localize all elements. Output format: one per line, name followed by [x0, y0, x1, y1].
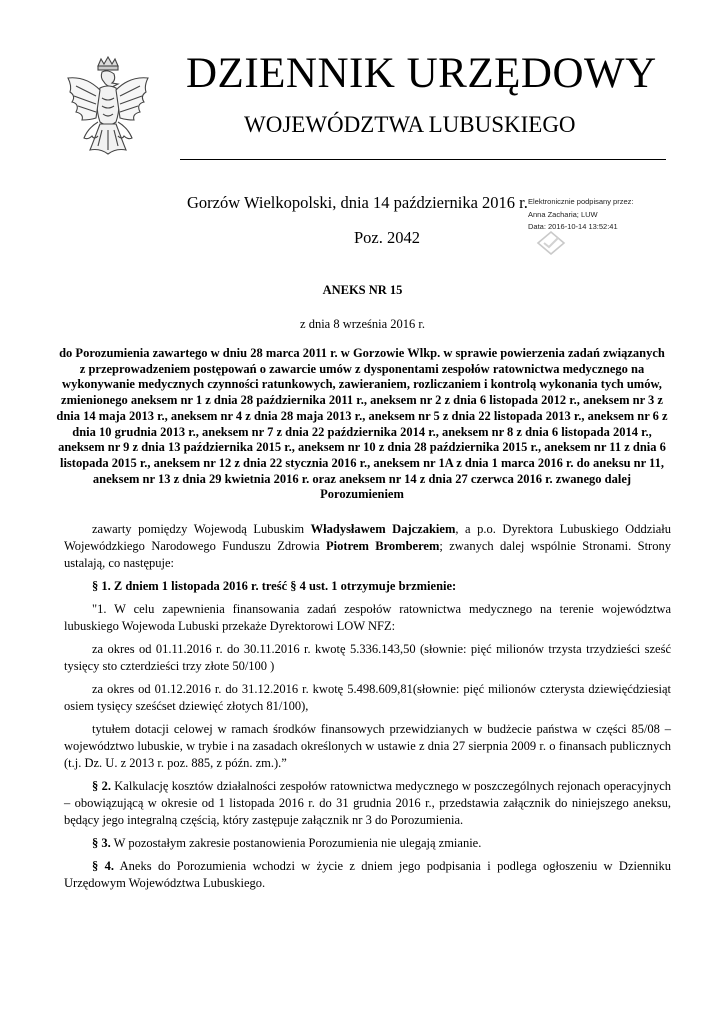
- annex-title: ANEKS NR 15: [322, 283, 403, 297]
- publication-title: DZIENNIK URZĘDOWY: [186, 50, 657, 97]
- section-1-item-2: za okres od 01.12.2016 r. do 31.12.2016 r. kwotę 5.498.609,81(słownie: pięć milionów czterysta dziewięćdziesiąt osiem tysięcy sześćset dziewięć złotych 81/100),: [64, 682, 671, 713]
- section-3: [64, 835, 671, 852]
- director-name: Piotrem Bromberem: [326, 539, 440, 553]
- section-2: [64, 778, 671, 829]
- section-2-label: § 2.: [92, 779, 111, 793]
- signature-line-1: Elektronicznie podpisany przez:: [528, 197, 634, 206]
- section-4: [64, 858, 671, 892]
- signature-check-icon: [536, 230, 566, 256]
- electronic-signature-stamp: [528, 196, 633, 234]
- intro-text-a: zawarty pomiędzy Wojewodą Lubuskim: [92, 522, 311, 536]
- section-1-item-1: za okres od 01.11.2016 r. do 30.11.2016 r. kwotę 5.336.143,50 (słownie: pięć milionów trzysta trzydzieści sześć tysięcy sto czterdzieści trzy złote 50/100 ): [64, 642, 671, 673]
- annex-date: z dnia 8 września 2016 r.: [300, 317, 425, 331]
- section-1-heading: § 1. Z dniem 1 listopada 2016 r. treść § 4 ust. 1 otrzymuje brzmienie:: [92, 579, 457, 593]
- section-2-text: Kalkulację kosztów działalności zespołów ratownictwa medycznego w poszczególnych rejonach operacyjnych – obowiązującą w okresie od 1 listopada 2016 r. do 31 grudnia 2016 r., przedstawia załącznik do niniejszego aneksu, będący jego integralną częścią, który zastępuje załącznik nr 3 do Porozumienia.: [64, 779, 672, 827]
- section-3-label: § 3.: [92, 836, 111, 850]
- signature-line-2: Anna Zacharia; LUW: [528, 209, 598, 219]
- header-divider: [180, 159, 666, 160]
- document-body: [64, 521, 671, 892]
- polish-eagle-emblem-icon: [62, 56, 154, 168]
- publication-subtitle: WOJEWÓDZTWA LUBUSKIEGO: [244, 112, 576, 137]
- section-3-text: W pozostałym zakresie postanowienia Porozumienia nie ulegają zmianie.: [110, 836, 482, 850]
- intro-paragraph: [64, 521, 671, 572]
- section-4-label: § 4.: [92, 859, 114, 873]
- place-and-date: Gorzów Wielkopolski, dnia 14 października 2016 r.: [187, 193, 528, 212]
- intro-text-c: ; zwanych dalej wspólnie Stronami. Strony ustalają, co następuje:: [64, 539, 671, 570]
- intro-text-b: , a p.o. Dyrektora Lubuskiego Oddziału Wojewódzkiego Narodowego Funduszu Zdrowia: [64, 522, 672, 553]
- position-number: Poz. 2042: [354, 228, 420, 247]
- annex-preamble: do Porozumienia zawartego w dniu 28 marca 2011 r. w Gorzowie Wlkp. w sprawie powierzenia zadań związanych z przeprowadzeniem postępowań o zawarcie umów z dysponentami zespołów ratownictwa medycznego na wykonywanie medycznych czynności ratunkowych, zawieraniem, rozliczaniem i kontrolą wykonania tych umów, zmienionego aneksem nr 1 z dnia 28 października 2011 r., aneksem nr 2 z dnia 6 listopada 2012 r., aneksem nr 3 z dnia 14 maja 2013 r., aneksem nr 4 z dnia 28 maja 2013 r., aneksem nr 5 z dnia 22 listopada 2013 r., aneksem nr 6 z dnia 10 grudnia 2013 r., aneksem nr 7 z dnia 22 października 2014 r., aneksem nr 8 z dnia 6 listopada 2014 r., aneksem nr 9 z dnia 13 października 2015 r., aneksem nr 10 z dnia 28 października 2015 r., aneksem nr 11 z dnia 6 listopada 2015 r., aneksem nr 12 z dnia 22 stycznia 2016 r., aneksem nr 1A z dnia 1 marca 2016 r. do aneksu nr 11, aneksem nr 13 z dnia 29 kwietnia 2016 r. oraz aneksem nr 14 z dnia 27 czerwca 2016 r. zwanego dalej Porozumieniem: [56, 346, 668, 502]
- section-1-closing: tytułem dotacji celowej w ramach środków finansowych przewidzianych w budżecie państwa w części 85/08 – województwo lubuskie, w trybie i na zasadach określonych w ustawie z dnia 27 sierpnia 2009 r. o finansach publicznych (t.j. Dz. U. z 2013 r. poz. 885, z późn. zm.).”: [64, 722, 671, 770]
- signature-line-3: Data: 2016-10-14 13:52:41: [528, 222, 618, 231]
- section-4-text: Aneks do Porozumienia wchodzi w życie z dniem jego podpisania i podlega ogłoszeniu w Dzienniku Urzędowym Województwa Lubuskiego.: [64, 859, 671, 890]
- voivode-name: Władysławem Dajczakiem: [310, 522, 456, 536]
- section-1-quote: "1. W celu zapewnienia finansowania zadań zespołów ratownictwa medycznego na terenie województwa lubuskiego Wojewoda Lubuski przekaże Dyrektorowi LOW NFZ:: [64, 602, 671, 633]
